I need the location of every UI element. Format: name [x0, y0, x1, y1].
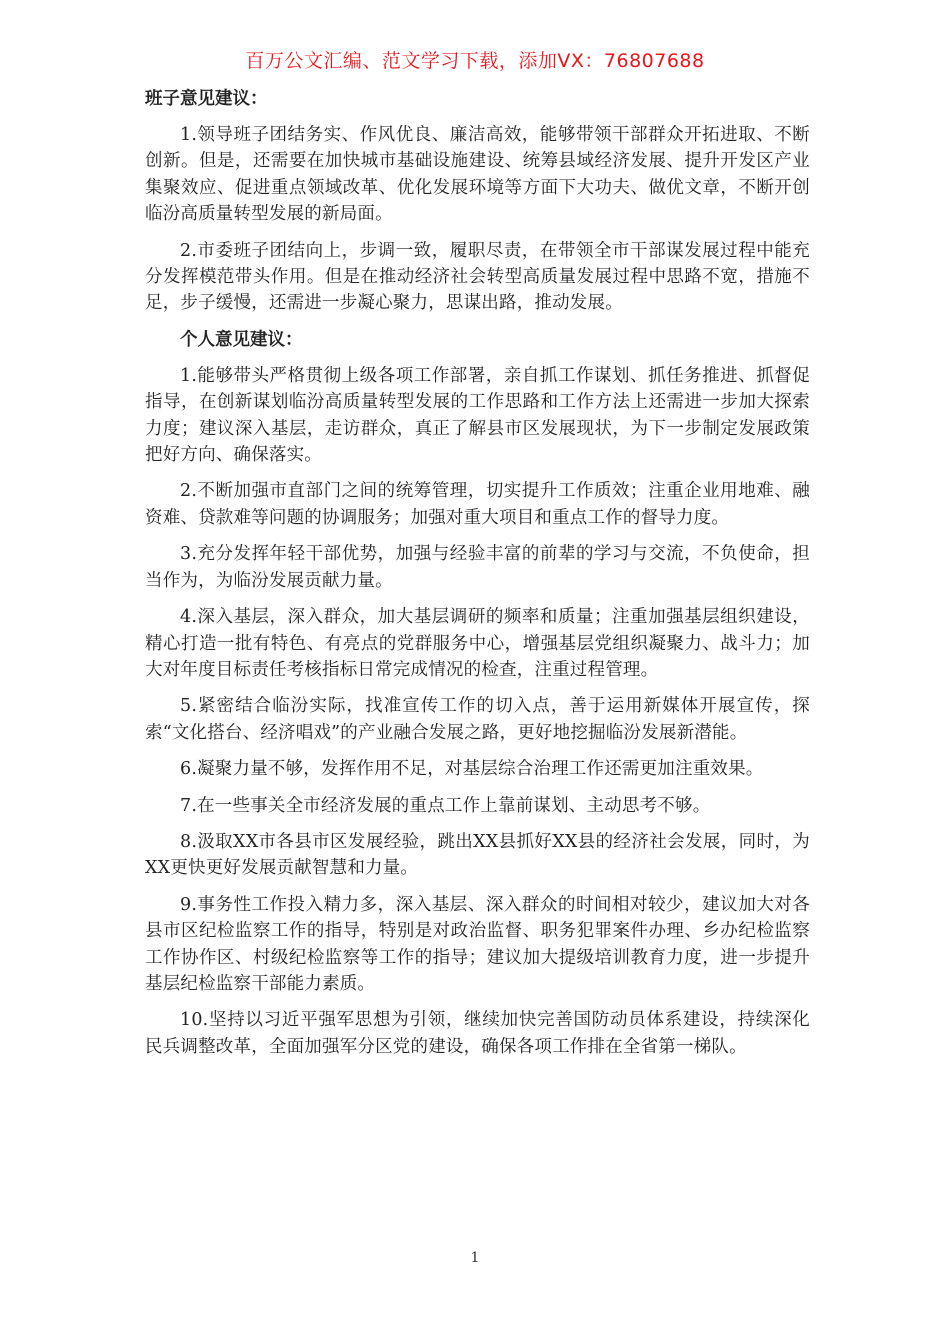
team-section-heading: 班子意见建议：	[145, 89, 268, 109]
personal-item-3: 3.充分发挥年轻干部优势，加强与经验丰富的前辈的学习与交流，不负使命，担当作为，为临汾发展贡献力量。	[145, 544, 810, 591]
watermark-banner: 百万公文汇编、范文学习下载，添加VX：76807688	[245, 50, 705, 72]
personal-item-6: 6.凝聚力量不够，发挥作用不足，对基层综合治理工作还需更加注重效果。	[180, 759, 764, 780]
personal-item-10: 10.坚持以习近平强军思想为引领，继续加快完善国防动员体系建设，持续深化民兵调整改革，全面加强军分区党的建设，确保各项工作排在全省第一梯队。	[145, 1010, 810, 1057]
personal-item-8: 8.汲取XX市各县市区发展经验，跳出XX县抓好XX县的经济社会发展，同时，为XX更快更好发展贡献智慧和力量。	[145, 831, 810, 879]
document-body	[145, 86, 810, 1060]
personal-item-7: 7.在一些事关全市经济发展的重点工作上靠前谋划、主动思考不够。	[180, 795, 711, 816]
page-number: 1	[470, 1250, 480, 1266]
personal-section-heading: 个人意见建议：	[180, 329, 303, 350]
personal-item-5: 5.紧密结合临汾实际，找准宣传工作的切入点，善于运用新媒体开展宣传，探索“文化搭台、经济唱戏”的产业融合发展之路，更好地挖掘临汾发展新潜能。	[145, 696, 810, 743]
personal-item-4: 4.深入基层，深入群众，加大基层调研的频率和质量；注重加强基层组织建设，精心打造一批有特色、有亮点的党群服务中心，增强基层党组织凝聚力、战斗力；加大对年度目标责任考核指标日常完成情况的检查，注重过程管理。	[145, 607, 810, 680]
team-item-2: 2.市委班子团结向上，步调一致，履职尽责，在带领全市干部谋发展过程中能充分发挥模范带头作用。但是在推动经济社会转型高质量发展过程中思路不宽，措施不足，步子缓慢，还需进一步凝心聚力，思谋出路，推动发展。	[145, 240, 810, 314]
team-item-1: 1.领导班子团结务实、作风优良、廉洁高效，能够带领干部群众开拓进取、不断创新。但是，还需要在加快城市基础设施建设、统筹县域经济发展、提升开发区产业集聚效应、促进重点领域改革、优化发展环境等方面下大功夫、做优文章，不断开创临汾高质量转型发展的新局面。	[145, 125, 810, 225]
personal-item-9: 9.事务性工作投入精力多，深入基层、深入群众的时间相对较少，建议加大对各县市区纪检监察工作的指导，特别是对政治监督、职务犯罪案件办理、乡办纪检监察工作协作区、村级纪检监察等工作的指导；建议加大提级培训教育力度，进一步提升基层纪检监察干部能力素质。	[145, 894, 810, 994]
personal-item-1: 1.能够带头严格贯彻上级各项工作部署，亲自抓工作谋划、抓任务推进、抓督促指导，在创新谋划临汾高质量转型发展的工作思路和工作方法上还需进一步加大探索力度；建议深入基层，走访群众，真正了解县市区发展现状，为下一步制定发展政策把好方向、确保落实。	[145, 365, 810, 466]
personal-item-2: 2.不断加强市直部门之间的统筹管理，切实提升工作质效；注重企业用地难、融资难、贷款难等问题的协调服务；加强对重大项目和重点工作的督导力度。	[145, 481, 810, 528]
